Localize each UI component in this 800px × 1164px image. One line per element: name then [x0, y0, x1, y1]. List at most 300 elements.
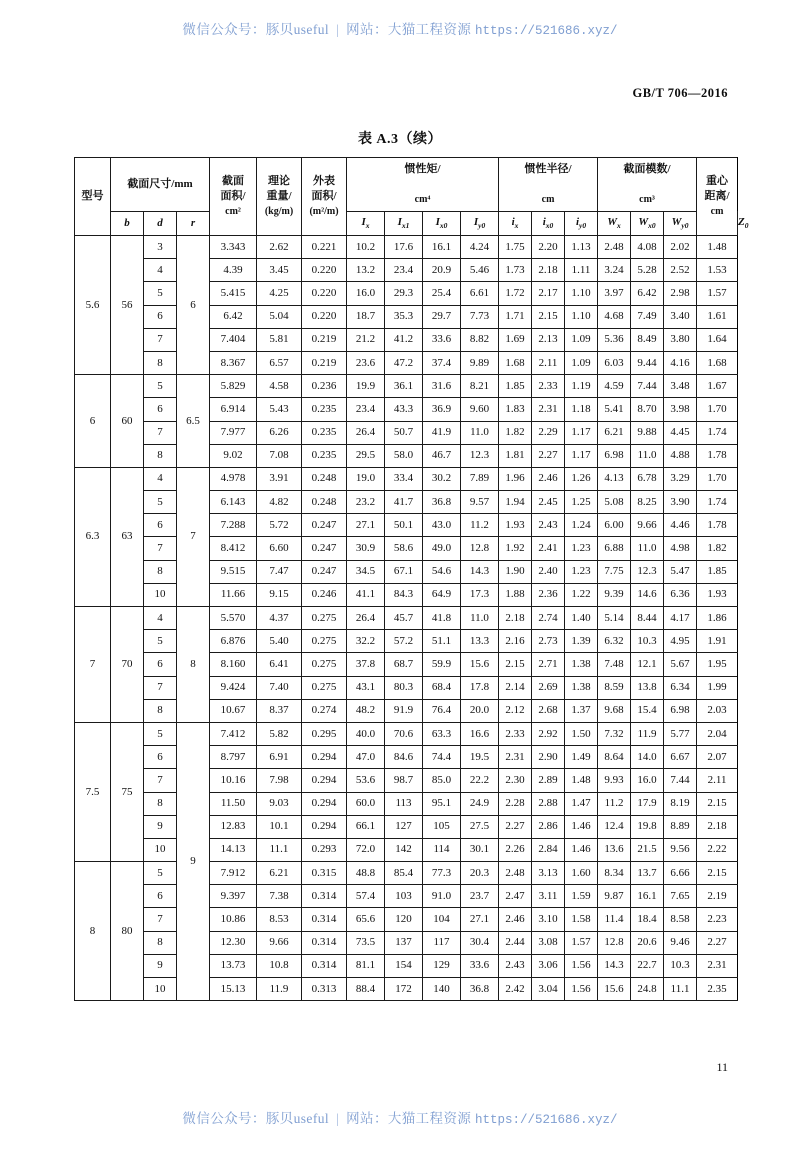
cell-value: 1.94: [499, 491, 532, 514]
cell-value: 2.52: [664, 259, 697, 282]
cell-value: 0.247: [302, 537, 347, 560]
cell-value: 7.40: [257, 676, 302, 699]
cell-value: 1.74: [697, 421, 738, 444]
cell-d: 7: [144, 908, 177, 931]
cell-value: 1.58: [565, 908, 598, 931]
cell-value: 1.78: [697, 514, 738, 537]
cell-value: 8.82: [461, 328, 499, 351]
cell-value: 27.1: [347, 514, 385, 537]
table-row: [75, 630, 738, 653]
table-row: [75, 862, 738, 885]
cell-d: 8: [144, 351, 177, 374]
cell-value: 12.30: [210, 931, 257, 954]
cell-value: 1.70: [697, 398, 738, 421]
cell-value: 48.8: [347, 862, 385, 885]
cell-value: 1.96: [499, 467, 532, 490]
cell-value: 7.977: [210, 421, 257, 444]
cell-value: 1.53: [697, 259, 738, 282]
table-row: [75, 699, 738, 722]
cell-value: 0.247: [302, 560, 347, 583]
cell-value: 19.9: [347, 375, 385, 398]
cell-value: 3.90: [664, 491, 697, 514]
watermark-bottom: [0, 1107, 800, 1127]
cell-value: 13.8: [631, 676, 664, 699]
cell-value: 1.82: [697, 537, 738, 560]
cell-value: 33.6: [423, 328, 461, 351]
cell-value: 3.08: [532, 931, 565, 954]
cell-value: 41.8: [423, 607, 461, 630]
table-row: [75, 421, 738, 444]
cell-value: 1.23: [565, 560, 598, 583]
cell-value: 5.415: [210, 282, 257, 305]
cell-value: 23.7: [461, 885, 499, 908]
cell-value: 7.404: [210, 328, 257, 351]
watermark-url: https://521686.xyz/: [475, 24, 618, 38]
cell-value: 22.2: [461, 769, 499, 792]
cell-value: 0.274: [302, 699, 347, 722]
watermark-url: https://521686.xyz/: [475, 1113, 618, 1127]
cell-value: 0.294: [302, 792, 347, 815]
cell-value: 10.86: [210, 908, 257, 931]
cell-value: 11.0: [461, 607, 499, 630]
cell-value: 73.5: [347, 931, 385, 954]
cell-value: 7.65: [664, 885, 697, 908]
cell-value: 7.44: [664, 769, 697, 792]
cell-b: 80: [111, 862, 144, 1001]
cell-d: 7: [144, 769, 177, 792]
cell-value: 1.85: [697, 560, 738, 583]
cell-value: 16.6: [461, 722, 499, 745]
cell-value: 9.39: [598, 583, 631, 606]
cell-value: 6.876: [210, 630, 257, 653]
cell-value: 0.314: [302, 908, 347, 931]
cell-value: 0.236: [302, 375, 347, 398]
cell-value: 17.3: [461, 583, 499, 606]
cell-value: 6.67: [664, 746, 697, 769]
cell-value: 41.9: [423, 421, 461, 444]
cell-value: 84.6: [385, 746, 423, 769]
cell-value: 172: [385, 978, 423, 1001]
cell-value: 43.0: [423, 514, 461, 537]
cell-d: 6: [144, 398, 177, 421]
watermark-site-label: 网站：: [346, 22, 388, 37]
cell-value: 2.45: [532, 491, 565, 514]
cell-value: 34.5: [347, 560, 385, 583]
cell-value: 8.44: [631, 607, 664, 630]
cell-d: 10: [144, 978, 177, 1001]
header-radius-of-gyration-label: 惯性半径/: [524, 163, 572, 176]
cell-value: 2.15: [697, 792, 738, 815]
cell-value: 29.7: [423, 305, 461, 328]
cell-value: 1.67: [697, 375, 738, 398]
cell-value: 0.294: [302, 746, 347, 769]
cell-value: 1.50: [565, 722, 598, 745]
cell-value: 40.0: [347, 722, 385, 745]
cell-value: 19.8: [631, 815, 664, 838]
cell-value: 8.53: [257, 908, 302, 931]
header-section-size: 截面尺寸/mm: [111, 158, 210, 212]
cell-value: 11.66: [210, 583, 257, 606]
cell-value: 1.10: [565, 282, 598, 305]
cell-value: 33.4: [385, 467, 423, 490]
header-surface-area: [302, 158, 347, 236]
cell-value: 0.235: [302, 421, 347, 444]
cell-d: 5: [144, 862, 177, 885]
cell-value: 5.41: [598, 398, 631, 421]
cell-value: 2.16: [499, 630, 532, 653]
cell-value: 5.40: [257, 630, 302, 653]
header-ix: $i_x$: [499, 212, 532, 236]
cell-value: 9.424: [210, 676, 257, 699]
cell-value: 1.71: [499, 305, 532, 328]
header-radius-of-gyration-unit: cm: [541, 193, 555, 205]
cell-value: 19.5: [461, 746, 499, 769]
cell-model: 7.5: [75, 722, 111, 861]
cell-value: 2.02: [664, 236, 697, 259]
header-theoretical-weight-line1: 理论: [268, 175, 291, 188]
cell-value: 1.64: [697, 328, 738, 351]
cell-value: 20.3: [461, 862, 499, 885]
cell-value: 1.25: [565, 491, 598, 514]
cell-value: 1.61: [697, 305, 738, 328]
cell-value: 2.29: [532, 421, 565, 444]
cell-value: 9.60: [461, 398, 499, 421]
watermark-separator: |: [336, 22, 340, 37]
cell-value: 9.66: [257, 931, 302, 954]
cell-value: 13.7: [631, 862, 664, 885]
cell-value: 5.08: [598, 491, 631, 514]
cell-value: 2.35: [697, 978, 738, 1001]
cell-value: 27.5: [461, 815, 499, 838]
cell-value: 7.75: [598, 560, 631, 583]
cell-value: 7.89: [461, 467, 499, 490]
header-section-area-line1: 截面: [222, 175, 245, 188]
cell-value: 140: [423, 978, 461, 1001]
watermark-separator: |: [336, 1111, 340, 1126]
cell-value: 103: [385, 885, 423, 908]
cell-value: 85.0: [423, 769, 461, 792]
table-row: [75, 351, 738, 374]
table-row: [75, 769, 738, 792]
cell-r: 6: [177, 236, 210, 375]
cell-b: 70: [111, 607, 144, 723]
cell-value: 15.6: [461, 653, 499, 676]
cell-value: 114: [423, 838, 461, 861]
cell-value: 45.7: [385, 607, 423, 630]
cell-value: 1.59: [565, 885, 598, 908]
table-row: [75, 931, 738, 954]
cell-value: 13.6: [598, 838, 631, 861]
cell-value: 53.6: [347, 769, 385, 792]
cell-value: 3.24: [598, 259, 631, 282]
cell-value: 0.221: [302, 236, 347, 259]
cell-value: 1.90: [499, 560, 532, 583]
cell-value: 1.10: [565, 305, 598, 328]
header-surface-area-line1: 外表: [313, 175, 336, 188]
cell-value: 8.64: [598, 746, 631, 769]
cell-value: 4.95: [664, 630, 697, 653]
cell-value: 48.2: [347, 699, 385, 722]
cell-value: 17.9: [631, 792, 664, 815]
cell-d: 7: [144, 537, 177, 560]
cell-value: 3.11: [532, 885, 565, 908]
cell-value: 8.37: [257, 699, 302, 722]
header-row-1: [75, 158, 738, 212]
table-row: [75, 607, 738, 630]
header-d: d: [144, 212, 177, 236]
cell-value: 105: [423, 815, 461, 838]
cell-value: 31.6: [423, 375, 461, 398]
cell-value: 3.04: [532, 978, 565, 1001]
cell-value: 2.71: [532, 653, 565, 676]
cell-value: 2.17: [532, 282, 565, 305]
cell-value: 70.6: [385, 722, 423, 745]
cell-model: 5.6: [75, 236, 111, 375]
table-row: [75, 398, 738, 421]
cell-value: 33.6: [461, 954, 499, 977]
cell-value: 57.4: [347, 885, 385, 908]
cell-value: 22.7: [631, 954, 664, 977]
cell-value: 16.1: [631, 885, 664, 908]
cell-value: 9.56: [664, 838, 697, 861]
watermark-wechat-name: 豚贝useful: [265, 1111, 330, 1126]
cell-value: 4.68: [598, 305, 631, 328]
cell-value: 1.85: [499, 375, 532, 398]
cell-value: 9.15: [257, 583, 302, 606]
cell-value: 65.6: [347, 908, 385, 931]
cell-value: 5.36: [598, 328, 631, 351]
cell-value: 9.44: [631, 351, 664, 374]
cell-value: 1.72: [499, 282, 532, 305]
cell-value: 3.29: [664, 467, 697, 490]
header-moment-of-inertia-label: 惯性矩/: [404, 163, 441, 176]
cell-value: 2.88: [532, 792, 565, 815]
cell-value: 1.91: [697, 630, 738, 653]
cell-value: 23.4: [385, 259, 423, 282]
cell-value: 2.11: [697, 769, 738, 792]
cell-value: 4.59: [598, 375, 631, 398]
cell-value: 4.58: [257, 375, 302, 398]
cell-value: 2.89: [532, 769, 565, 792]
cell-value: 3.343: [210, 236, 257, 259]
cell-value: 4.82: [257, 491, 302, 514]
cell-value: 3.10: [532, 908, 565, 931]
cell-value: 0.275: [302, 607, 347, 630]
cell-value: 88.4: [347, 978, 385, 1001]
page-number: 11: [716, 1060, 728, 1074]
table-row: [75, 305, 738, 328]
cell-value: 8.58: [664, 908, 697, 931]
table-row: [75, 885, 738, 908]
cell-value: 6.91: [257, 746, 302, 769]
cell-value: 5.43: [257, 398, 302, 421]
cell-d: 5: [144, 375, 177, 398]
cell-b: 75: [111, 722, 144, 861]
cell-value: 1.11: [565, 259, 598, 282]
cell-value: 6.41: [257, 653, 302, 676]
cell-value: 1.38: [565, 676, 598, 699]
header-centroid-distance: [697, 158, 738, 236]
cell-value: 2.14: [499, 676, 532, 699]
cell-value: 50.1: [385, 514, 423, 537]
cell-value: 1.48: [565, 769, 598, 792]
cell-value: 95.1: [423, 792, 461, 815]
cell-value: 4.08: [631, 236, 664, 259]
cell-value: 1.70: [697, 467, 738, 490]
cell-b: 56: [111, 236, 144, 375]
cell-value: 0.247: [302, 514, 347, 537]
cell-value: 9.397: [210, 885, 257, 908]
cell-value: 2.42: [499, 978, 532, 1001]
header-surface-area-unit: (m²/m): [309, 205, 339, 217]
watermark-site-name: 大猫工程资源: [387, 1111, 472, 1126]
cell-value: 4.13: [598, 467, 631, 490]
cell-value: 1.24: [565, 514, 598, 537]
cell-value: 35.3: [385, 305, 423, 328]
cell-value: 1.93: [697, 583, 738, 606]
cell-value: 2.48: [499, 862, 532, 885]
cell-value: 54.6: [423, 560, 461, 583]
cell-value: 4.17: [664, 607, 697, 630]
cell-value: 6.42: [631, 282, 664, 305]
cell-value: 1.75: [499, 236, 532, 259]
header-theoretical-weight-unit: (kg/m): [264, 205, 294, 217]
cell-value: 1.26: [565, 467, 598, 490]
cell-value: 6.34: [664, 676, 697, 699]
cell-value: 10.16: [210, 769, 257, 792]
cell-value: 1.19: [565, 375, 598, 398]
cell-value: 8.19: [664, 792, 697, 815]
cell-value: 0.275: [302, 630, 347, 653]
cell-value: 2.68: [532, 699, 565, 722]
cell-value: 11.2: [598, 792, 631, 815]
cell-value: 5.67: [664, 653, 697, 676]
cell-value: 0.293: [302, 838, 347, 861]
cell-value: 6.57: [257, 351, 302, 374]
cell-value: 25.4: [423, 282, 461, 305]
cell-value: 0.248: [302, 491, 347, 514]
cell-value: 12.8: [461, 537, 499, 560]
cell-value: 58.0: [385, 444, 423, 467]
cell-value: 1.86: [697, 607, 738, 630]
cell-value: 8.59: [598, 676, 631, 699]
cell-value: 2.62: [257, 236, 302, 259]
cell-value: 2.18: [532, 259, 565, 282]
header-section-area-unit: cm²: [225, 205, 241, 217]
cell-value: 36.9: [423, 398, 461, 421]
cell-d: 3: [144, 236, 177, 259]
cell-value: 13.3: [461, 630, 499, 653]
cell-value: 0.219: [302, 351, 347, 374]
cell-value: 1.38: [565, 653, 598, 676]
table-row: [75, 282, 738, 305]
cell-value: 11.0: [631, 444, 664, 467]
cell-value: 2.92: [532, 722, 565, 745]
cell-value: 9.02: [210, 444, 257, 467]
cell-value: 2.36: [532, 583, 565, 606]
cell-value: 11.1: [664, 978, 697, 1001]
cell-value: 4.45: [664, 421, 697, 444]
cell-value: 18.7: [347, 305, 385, 328]
cell-value: 1.18: [565, 398, 598, 421]
cell-value: 41.1: [347, 583, 385, 606]
cell-value: 4.98: [664, 537, 697, 560]
cell-value: 1.17: [565, 421, 598, 444]
cell-value: 2.11: [532, 351, 565, 374]
cell-value: 17.8: [461, 676, 499, 699]
header-section-area: [210, 158, 257, 236]
cell-value: 0.220: [302, 259, 347, 282]
cell-value: 11.9: [257, 978, 302, 1001]
cell-value: 2.12: [499, 699, 532, 722]
cell-value: 1.74: [697, 491, 738, 514]
cell-value: 1.68: [697, 351, 738, 374]
cell-value: 1.99: [697, 676, 738, 699]
cell-value: 10.2: [347, 236, 385, 259]
header-model: 型号: [75, 158, 111, 236]
cell-value: 67.1: [385, 560, 423, 583]
cell-value: 16.0: [631, 769, 664, 792]
header-moment-of-inertia: [347, 158, 499, 212]
cell-d: 10: [144, 583, 177, 606]
cell-value: 6.98: [664, 699, 697, 722]
cell-value: 1.81: [499, 444, 532, 467]
cell-value: 8.797: [210, 746, 257, 769]
cell-value: 5.82: [257, 722, 302, 745]
cell-value: 0.314: [302, 885, 347, 908]
cell-value: 47.0: [347, 746, 385, 769]
cell-value: 2.26: [499, 838, 532, 861]
cell-value: 9.515: [210, 560, 257, 583]
cell-value: 0.275: [302, 653, 347, 676]
cell-value: 20.9: [423, 259, 461, 282]
cell-value: 6.914: [210, 398, 257, 421]
cell-value: 1.40: [565, 607, 598, 630]
cell-value: 37.4: [423, 351, 461, 374]
cell-value: 1.49: [565, 746, 598, 769]
cell-value: 12.3: [631, 560, 664, 583]
cell-value: 2.07: [697, 746, 738, 769]
cell-value: 10.8: [257, 954, 302, 977]
cell-value: 3.45: [257, 259, 302, 282]
cell-value: 2.46: [499, 908, 532, 931]
cell-value: 43.1: [347, 676, 385, 699]
cell-value: 17.6: [385, 236, 423, 259]
cell-value: 9.57: [461, 491, 499, 514]
cell-value: 5.04: [257, 305, 302, 328]
cell-value: 5.47: [664, 560, 697, 583]
cell-value: 5.570: [210, 607, 257, 630]
cell-value: 127: [385, 815, 423, 838]
cell-value: 6.66: [664, 862, 697, 885]
cell-value: 1.48: [697, 236, 738, 259]
cell-value: 10.3: [664, 954, 697, 977]
cell-value: 23.2: [347, 491, 385, 514]
cell-value: 9.03: [257, 792, 302, 815]
header-section-modulus: [598, 158, 697, 212]
cell-value: 74.4: [423, 746, 461, 769]
cell-value: 2.27: [697, 931, 738, 954]
cell-value: 1.56: [565, 978, 598, 1001]
cell-value: 2.90: [532, 746, 565, 769]
cell-value: 7.912: [210, 862, 257, 885]
cell-value: 77.3: [423, 862, 461, 885]
cell-value: 4.37: [257, 607, 302, 630]
cell-value: 1.46: [565, 815, 598, 838]
cell-value: 2.43: [499, 954, 532, 977]
cell-value: 0.235: [302, 444, 347, 467]
header-Wy0: $W_{y0}$: [664, 212, 697, 236]
